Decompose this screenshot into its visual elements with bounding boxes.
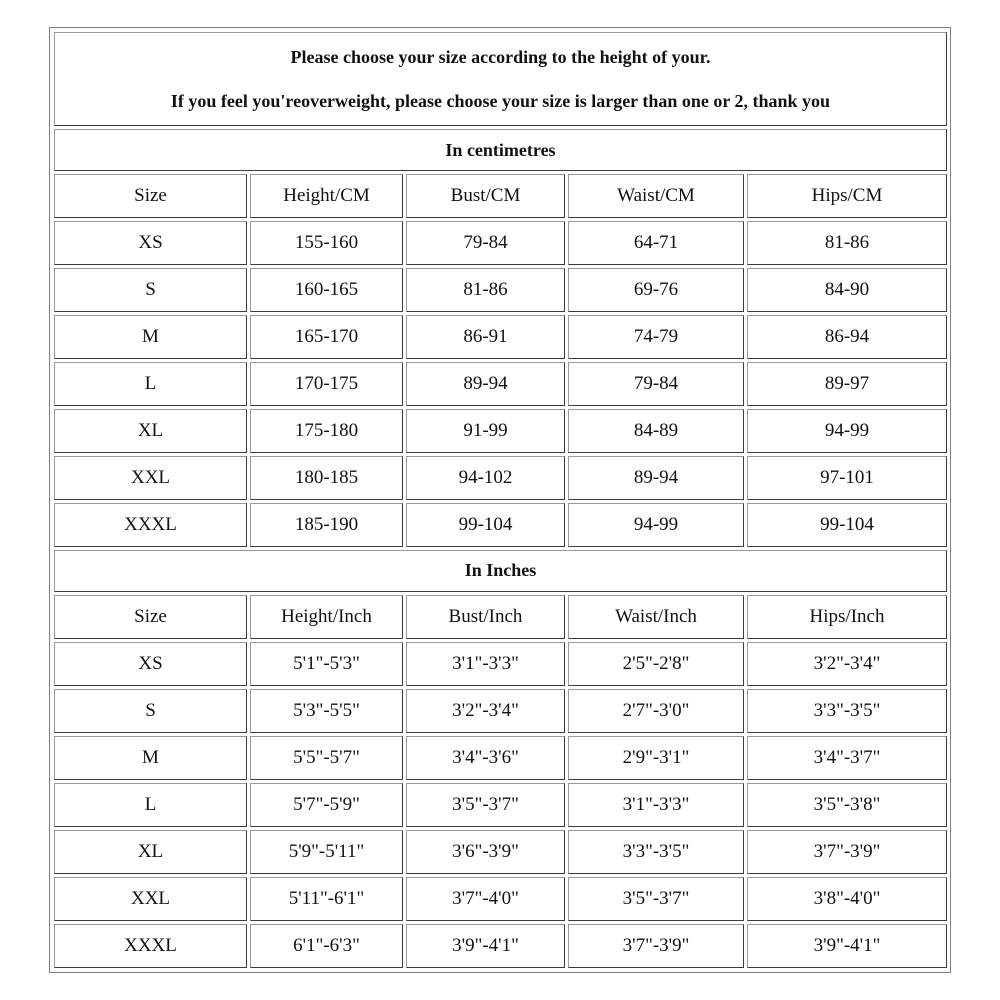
table-cell: 89-94	[568, 456, 744, 500]
table-cell: 3'5"-3'7"	[568, 877, 744, 921]
table-row	[54, 456, 947, 500]
column-header: Size	[54, 174, 247, 218]
table-cell: XXL	[54, 877, 247, 921]
table-cell: 3'2"-3'4"	[747, 642, 947, 686]
table-cell: 99-104	[406, 503, 565, 547]
table-cell: 91-99	[406, 409, 565, 453]
table-row	[54, 783, 947, 827]
size-chart	[49, 27, 951, 973]
table-cell: 3'2"-3'4"	[406, 689, 565, 733]
table-cell: 94-99	[568, 503, 744, 547]
table-cell: 3'6"-3'9"	[406, 830, 565, 874]
table-cell: 84-90	[747, 268, 947, 312]
table-cell: 79-84	[568, 362, 744, 406]
table-cell: 3'7"-4'0"	[406, 877, 565, 921]
section-title-cm: In centimetres	[54, 129, 947, 171]
table-cell: 81-86	[406, 268, 565, 312]
table-cell: 5'5"-5'7"	[250, 736, 403, 780]
table-cell: XS	[54, 642, 247, 686]
table-cell: 3'1"-3'3"	[568, 783, 744, 827]
table-cell: XXXL	[54, 924, 247, 968]
column-header: Bust/Inch	[406, 595, 565, 639]
table-row	[54, 830, 947, 874]
table-cell: 81-86	[747, 221, 947, 265]
table-row	[54, 924, 947, 968]
table-cell: 3'7"-3'9"	[568, 924, 744, 968]
column-header: Size	[54, 595, 247, 639]
table-cell: S	[54, 689, 247, 733]
table-cell: 3'4"-3'7"	[747, 736, 947, 780]
table-cell: XL	[54, 830, 247, 874]
table-cell: 5'11"-6'1"	[250, 877, 403, 921]
table-row	[54, 409, 947, 453]
table-cell: 5'7"-5'9"	[250, 783, 403, 827]
table-row	[54, 315, 947, 359]
table-cell: 185-190	[250, 503, 403, 547]
table-cell: 3'7"-3'9"	[747, 830, 947, 874]
table-cell: 86-94	[747, 315, 947, 359]
table-cell: XS	[54, 221, 247, 265]
table-row	[54, 736, 947, 780]
table-cell: 3'3"-3'5"	[568, 830, 744, 874]
table-cell: 86-91	[406, 315, 565, 359]
table-cell: 64-71	[568, 221, 744, 265]
table-cell: 3'3"-3'5"	[747, 689, 947, 733]
table-row	[54, 503, 947, 547]
table-cell: 3'8"-4'0"	[747, 877, 947, 921]
table-cell: 99-104	[747, 503, 947, 547]
table-cell: 175-180	[250, 409, 403, 453]
column-header: Hips/Inch	[747, 595, 947, 639]
section-row-cm	[54, 129, 947, 171]
table-row	[54, 877, 947, 921]
table-cell: 155-160	[250, 221, 403, 265]
table-row	[54, 642, 947, 686]
table-cell: XL	[54, 409, 247, 453]
notice-line-2: If you feel you'reoverweight, please choose your size is larger than one or 2, thank you	[170, 91, 831, 112]
inch-header-row	[54, 595, 947, 639]
notice-row	[54, 32, 947, 126]
table-row	[54, 221, 947, 265]
size-notice	[54, 32, 947, 126]
table-cell: 3'5"-3'8"	[747, 783, 947, 827]
table-cell: L	[54, 783, 247, 827]
notice-line-1: Please choose your size according to the height of your.	[290, 47, 711, 68]
table-cell: 3'9"-4'1"	[747, 924, 947, 968]
table-cell: 160-165	[250, 268, 403, 312]
table-cell: 180-185	[250, 456, 403, 500]
table-cell: 84-89	[568, 409, 744, 453]
table-cell: 69-76	[568, 268, 744, 312]
column-header: Waist/CM	[568, 174, 744, 218]
column-header: Height/Inch	[250, 595, 403, 639]
table-cell: 74-79	[568, 315, 744, 359]
inch-table-body	[54, 595, 947, 968]
cm-table-body	[54, 174, 947, 547]
table-cell: 3'5"-3'7"	[406, 783, 565, 827]
table-cell: 5'9"-5'11"	[250, 830, 403, 874]
table-cell: 2'7"-3'0"	[568, 689, 744, 733]
table-row	[54, 268, 947, 312]
section-title-inch: In Inches	[54, 550, 947, 592]
table-cell: 89-97	[747, 362, 947, 406]
table-cell: XXL	[54, 456, 247, 500]
table-cell: S	[54, 268, 247, 312]
section-row-inch	[54, 550, 947, 592]
cm-header-row	[54, 174, 947, 218]
table-cell: 170-175	[250, 362, 403, 406]
table-cell: M	[54, 315, 247, 359]
table-cell: 94-102	[406, 456, 565, 500]
table-cell: M	[54, 736, 247, 780]
table-cell: 5'1"-5'3"	[250, 642, 403, 686]
table-cell: L	[54, 362, 247, 406]
table-cell: 79-84	[406, 221, 565, 265]
table-cell: 94-99	[747, 409, 947, 453]
table-cell: XXXL	[54, 503, 247, 547]
table-row	[54, 362, 947, 406]
column-header: Hips/CM	[747, 174, 947, 218]
size-table	[51, 29, 950, 971]
table-cell: 3'1"-3'3"	[406, 642, 565, 686]
table-row	[54, 689, 947, 733]
table-cell: 2'9"-3'1"	[568, 736, 744, 780]
column-header: Height/CM	[250, 174, 403, 218]
table-cell: 6'1"-6'3"	[250, 924, 403, 968]
table-cell: 3'9"-4'1"	[406, 924, 565, 968]
column-header: Bust/CM	[406, 174, 565, 218]
column-header: Waist/Inch	[568, 595, 744, 639]
table-cell: 2'5"-2'8"	[568, 642, 744, 686]
table-cell: 165-170	[250, 315, 403, 359]
table-cell: 3'4"-3'6"	[406, 736, 565, 780]
table-cell: 89-94	[406, 362, 565, 406]
table-cell: 5'3"-5'5"	[250, 689, 403, 733]
table-cell: 97-101	[747, 456, 947, 500]
